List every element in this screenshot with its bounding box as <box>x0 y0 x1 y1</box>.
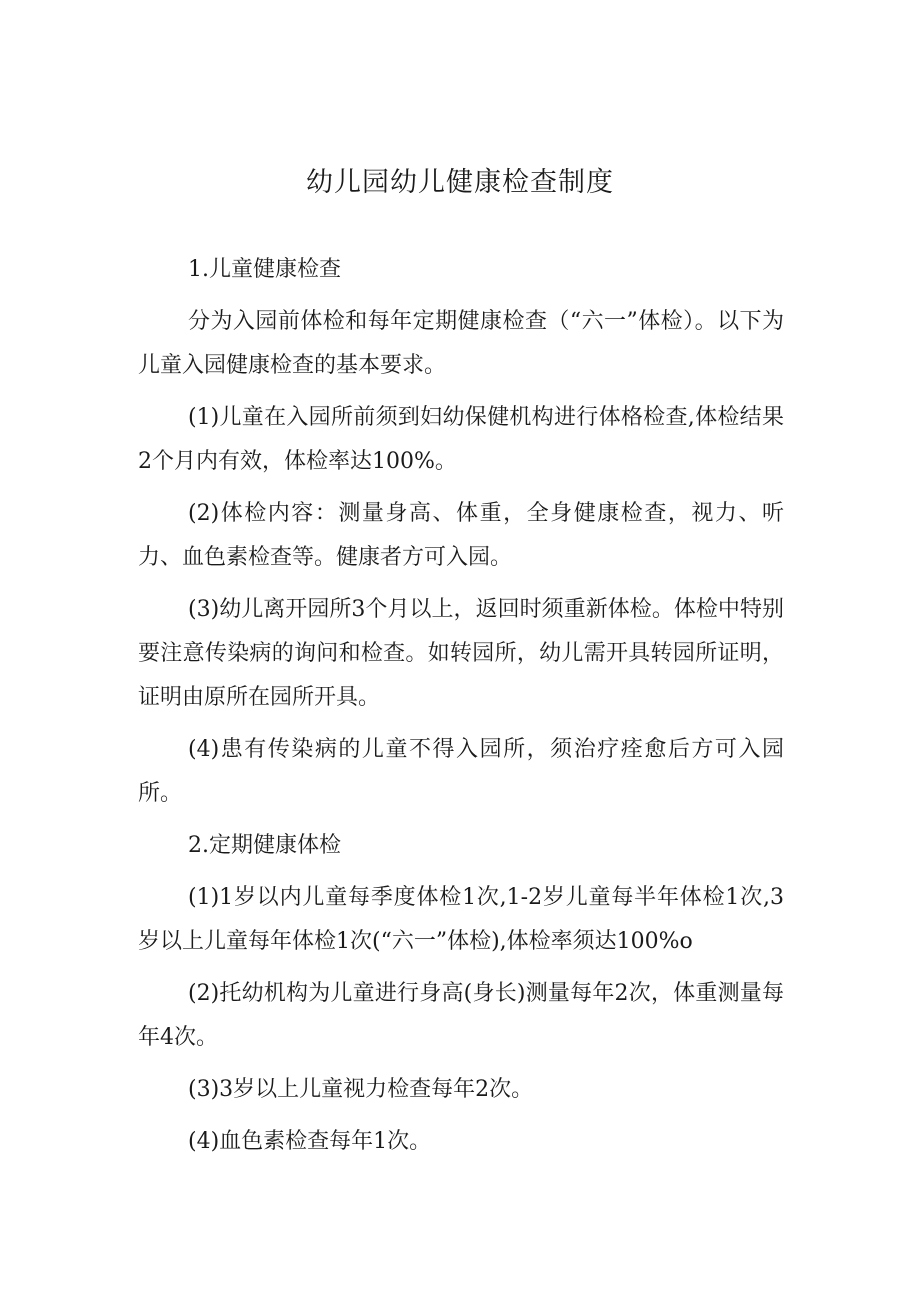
document-body <box>138 248 784 1172</box>
paragraph-item-3: (3)幼儿离开园所3个月以上，返回时须重新体检。体检中特别要注意传染病的询问和检查。如转园所，幼儿需开具转园所证明，证明由原所在园所开具。 <box>138 597 784 710</box>
paragraph-periodic-2: (2)托幼机构为儿童进行身高(身长)测量每年2次，体重测量每年4次。 <box>138 981 784 1050</box>
paragraph-periodic-3: (3)3岁以上儿童视力检查每年2次。 <box>188 1077 534 1102</box>
paragraph-periodic-1: (1)1岁以内儿童每季度体检1次,1-2岁儿童每半年体检1次,3岁以上儿童每年体检1次(“六一”体检),体检率须达100%o <box>138 885 784 954</box>
paragraph-periodic-4: (4)血色素检查每年1次。 <box>188 1129 432 1154</box>
section-heading-periodic-check: 2.定期健康体检 <box>188 833 341 858</box>
paragraph-intro: 分为入园前体检和每年定期健康检查（“六一”体检）。以下为儿童入园健康检查的基本要求。 <box>138 309 784 378</box>
paragraph-item-4: (4)患有传染病的儿童不得入园所，须治疗痊愈后方可入园所。 <box>138 737 784 806</box>
section-heading-child-health-check: 1.儿童健康检查 <box>188 257 341 282</box>
document-title: 幼儿园幼儿健康检查制度 <box>306 167 614 198</box>
paragraph-item-2: (2)体检内容：测量身高、体重，全身健康检查，视力、听力、血色素检查等。健康者方可入园。 <box>138 501 784 570</box>
paragraph-item-1: (1)儿童在入园所前须到妇幼保健机构进行体格检查,体检结果2个月内有效，体检率达100%。 <box>138 405 784 474</box>
